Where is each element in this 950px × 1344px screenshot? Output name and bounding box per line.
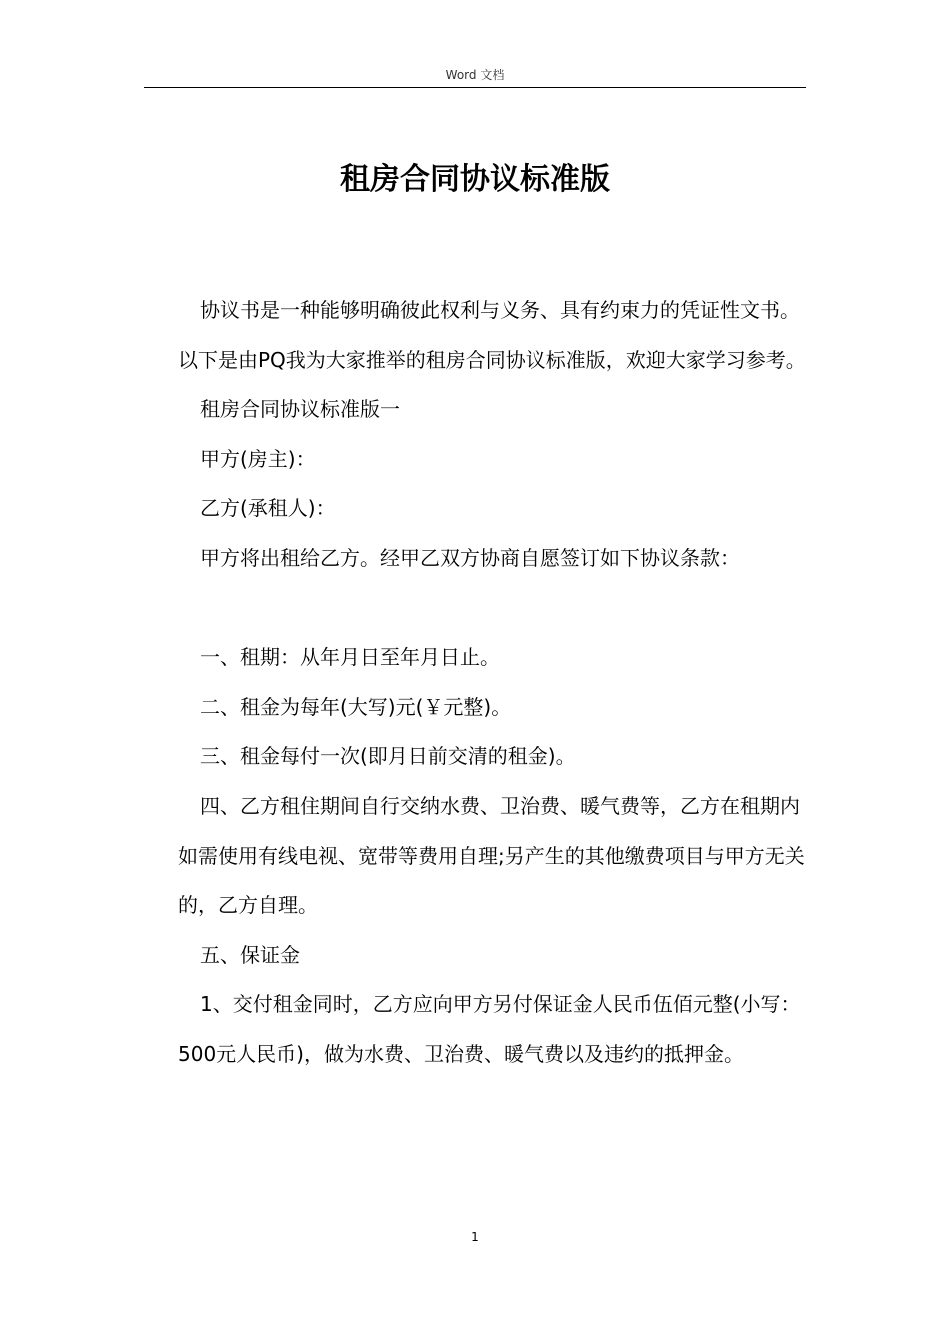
clause-rent-amount: 二、租金为每年(大写)元(￥元整)。 (200, 694, 512, 719)
paragraph-party-b: 乙方(承租人)： (200, 496, 336, 521)
paragraph-section-heading: 租房合同协议标准版一 (200, 397, 400, 422)
page-header (144, 66, 806, 88)
clause-lease-term: 一、租期：从年月日至年月日止。 (200, 645, 500, 670)
document-body (178, 286, 814, 1080)
clause-utilities: 四、乙方租住期间自行交纳水费、卫治费、暖气费等，乙方在租期内如需使用有线电视、宽带等费用自理;另产生的其他缴费项目与甲方无关的，乙方自理。 (178, 793, 805, 918)
clause-rent-payment: 三、租金每付一次(即月日前交清的租金)。 (200, 744, 576, 769)
paragraph-intro: 协议书是一种能够明确彼此权利与义务、具有约束力的凭证性文书。以下是由PQ我为大家推举的租房合同协议标准版，欢迎大家学习参考。 (178, 298, 806, 372)
header-divider (144, 87, 806, 88)
blank-line (178, 584, 814, 634)
header-text: Word 文档 (445, 68, 505, 82)
document-title: 租房合同协议标准版 (340, 162, 610, 197)
clause-deposit-heading: 五、保证金 (200, 942, 300, 967)
paragraph-agreement-preamble: 甲方将出租给乙方。经甲乙双方协商自愿签订如下协议条款： (200, 545, 740, 570)
page-number: 1 (471, 1230, 479, 1244)
clause-deposit-detail: 1、交付租金同时，乙方应向甲方另付保证金人民币伍佰元整(小写：500元人民币)，做为水费、卫治费、暖气费以及违约的抵押金。 (178, 992, 801, 1066)
paragraph-party-a: 甲方(房主)： (200, 446, 316, 471)
